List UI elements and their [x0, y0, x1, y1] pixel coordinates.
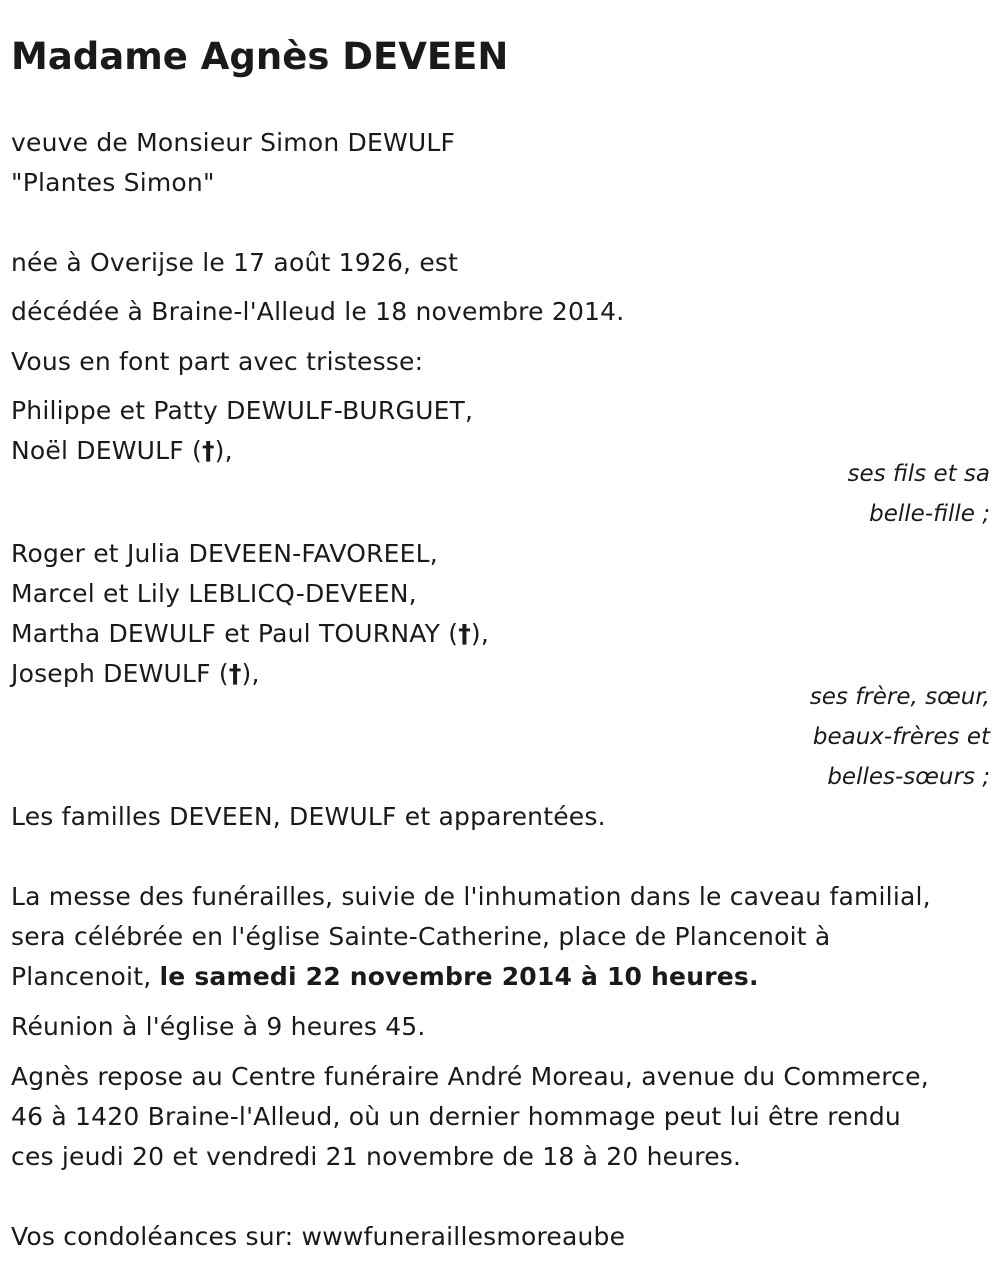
condolences-line: Vos condoléances sur: wwwfuneraillesmoreaube [11, 1222, 626, 1251]
nickname-line: "Plantes Simon" [11, 168, 215, 197]
families-line: Les familles DEVEEN, DEWULF et apparentées. [11, 802, 606, 831]
mass-line-2: sera célébrée en l'église Sainte-Catherine, place de Plancenoit à [11, 922, 831, 951]
family-line-marcel: Marcel et Lily LEBLICQ-DEVEEN, [11, 579, 417, 608]
reunion-line: Réunion à l'église à 9 heures 45. [11, 1012, 426, 1041]
relation-siblings-1: ses frère, sœur, [809, 684, 990, 710]
family-line-roger: Roger et Julia DEVEEN-FAVOREEL, [11, 539, 438, 568]
name-text: Martha DEWULF et Paul TOURNAY ( [11, 619, 459, 648]
birth-line: née à Overijse le 17 août 1926, est [11, 248, 459, 277]
spouse-line: veuve de Monsieur Simon DEWULF [11, 128, 456, 157]
death-line: décédée à Braine-l'Alleud le 18 novembre 2014. [11, 297, 625, 326]
repose-line-3: ces jeudi 20 et vendredi 21 novembre de 18 à 20 heures. [11, 1142, 742, 1171]
mass-place-text: Plancenoit, [11, 962, 160, 991]
repose-line-1: Agnès repose au Centre funéraire André Moreau, avenue du Commerce, [11, 1062, 929, 1091]
punctuation-text: ), [241, 659, 260, 688]
name-text: Joseph DEWULF ( [11, 659, 229, 688]
cross-icon: † [201, 436, 215, 465]
name-text: Noël DEWULF ( [11, 436, 202, 465]
family-line-noel [11, 435, 233, 467]
notice-title: Madame Agnès DEVEEN [11, 35, 509, 78]
family-line-joseph [11, 658, 260, 690]
punctuation-text: ), [470, 619, 490, 648]
family-line-sons: Philippe et Patty DEWULF-BURGUET, [11, 396, 474, 425]
mass-line-1: La messe des funérailles, suivie de l'inhumation dans le caveau familial, [11, 882, 931, 911]
family-line-martha [11, 618, 489, 650]
repose-line-2: 46 à 1420 Braine-l'Alleud, où un dernier hommage peut lui être rendu [11, 1102, 901, 1131]
relation-siblings-2: beaux-frères et [812, 724, 990, 750]
relation-siblings-3: belles-sœurs ; [827, 764, 990, 790]
mass-line-3 [11, 961, 759, 993]
cross-icon: † [228, 659, 242, 688]
cross-icon: † [458, 619, 471, 648]
mass-date-text: le samedi 22 novembre 2014 à 10 heures. [159, 962, 759, 991]
punctuation-text: ), [214, 436, 233, 465]
relation-sons-2: belle-fille ; [869, 501, 990, 527]
relation-sons-1: ses fils et sa [847, 461, 990, 487]
intro-line: Vous en font part avec tristesse: [11, 347, 424, 376]
